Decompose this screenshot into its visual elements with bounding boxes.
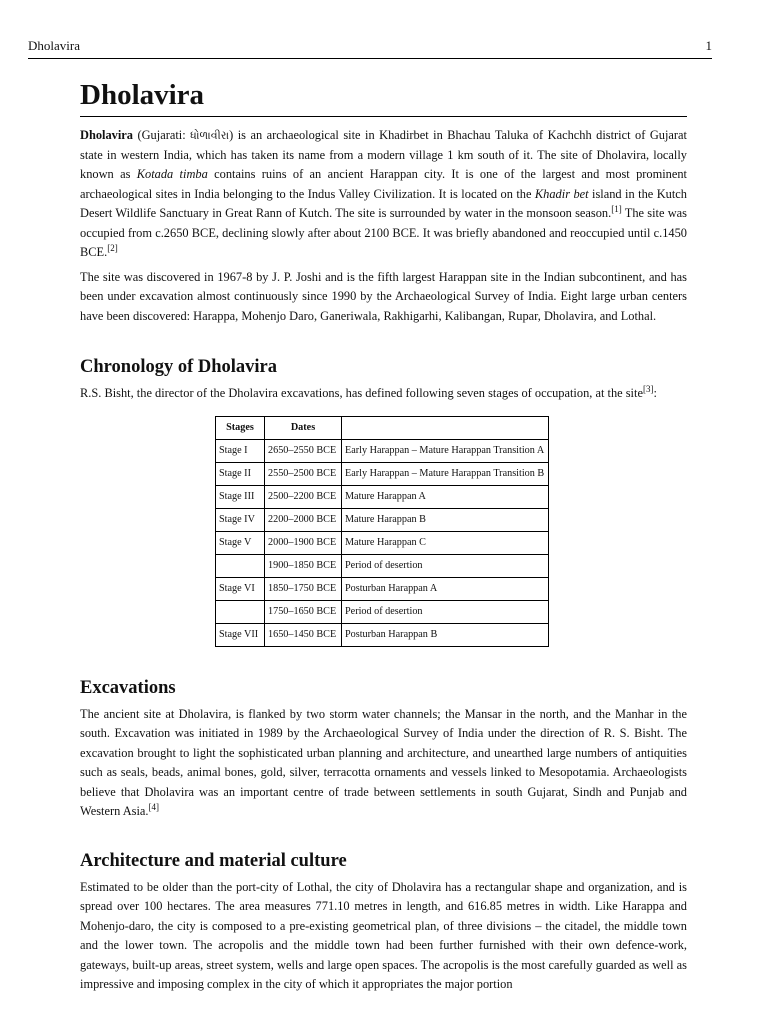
chronology-intro-end: : [653,386,657,400]
column-header-description [342,416,549,439]
citation-link-1[interactable]: [1] [611,203,622,214]
description-cell: Mature Harappan A [342,485,549,508]
table-row [216,508,549,531]
stage-cell: Stage IV [216,508,265,531]
chronology-heading: Chronology of Dholavira [80,357,278,377]
chronology-intro [80,384,687,404]
lead-term: Dholavira [80,128,134,142]
description-cell: Early Harappan – Mature Harappan Transition A [342,439,549,462]
table-row [216,439,549,462]
description-cell: Posturban Harappan A [342,577,549,600]
stage-cell: Stage V [216,531,265,554]
table-row [216,577,549,600]
citation-link-3[interactable]: [3] [642,383,654,394]
description-cell: Period of desertion [342,600,549,623]
description-cell: Period of desertion [342,554,549,577]
intro-text-3: contains ruins of an ancient Harappan city. It is one of the largest and most prominent archaeological sites in India belonging to the Indus Valley Civilization. It is located on the [80,167,688,201]
running-header [28,38,712,59]
dates-cell: 1900–1850 BCE [265,554,342,577]
page-title: Dholavira [80,78,687,117]
dates-cell: 1750–1650 BCE [265,600,342,623]
description-cell: Mature Harappan C [342,531,549,554]
architecture-heading: Architecture and material culture [80,850,347,871]
dates-cell: 2200–2000 BCE [265,508,342,531]
italic-kotada-timba: Kotada timba [136,167,208,181]
stage-cell: Stage VII [216,623,265,646]
excavations-paragraph [80,705,687,822]
table-row [216,462,549,485]
dates-cell: 2550–2500 BCE [265,462,342,485]
column-header-dates: Dates [265,416,342,439]
intro-text-2: ) is an archaeological site in Khadirbet in Bhachau Taluka of Kachchh district of Gujarat state in western India, which has taken its name from a modern village 1 km south of it. The site of Dholavira, locally known as [80,128,687,181]
gujarati-name: ધોળાવીરા [190,129,230,142]
excavations-text: The ancient site at Dholavira, is flanked by two storm water channels; the Mansar in the north, and the Manhar in the south. Excavation was initiated in 1989 by the Archaeological Survey of India under the direction of R. S. Bisht. The excavation brought to light the sophisticated urban planning and architecture, and unearthed large numbers of antiquities such as seals, beads, animal bones, gold, silver, terracotta ornaments and vessels linked to Mesopotamia. Archaeologists believe that Dholavira was an important centre of trade between settlements in south Gujarat, Sindh and Punjab and Western Asia. [80,706,687,818]
italic-khadir-bet: Khadir bet [534,186,589,201]
dates-cell: 2000–1900 BCE [265,531,342,554]
stage-cell: Stage I [216,439,265,462]
dates-cell: 1650–1450 BCE [265,623,342,646]
stage-cell: Stage III [216,485,265,508]
table-header-row [216,416,549,439]
article-body [80,78,687,995]
description-cell: Posturban Harappan B [342,623,549,646]
dates-cell: 2500–2200 BCE [265,485,342,508]
column-header-stages: Stages [216,416,265,439]
intro-text-5: The site was occupied from c.2650 BCE, declining slowly after about 2100 BCE. It was briefly abandoned and reoccupied until c.1450 BCE. [80,206,688,259]
citation-link-4[interactable]: [4] [148,801,160,812]
intro-text-1: (Gujarati: [133,128,191,142]
stage-cell: Stage VI [216,577,265,600]
intro-paragraph [80,126,687,263]
page-number: 1 [705,38,712,53]
citation-link-2[interactable]: [2] [107,242,118,253]
running-title: Dholavira [28,38,80,53]
chronology-table [215,416,549,647]
dates-cell: 1850–1750 BCE [265,577,342,600]
description-cell: Early Harappan – Mature Harappan Transition B [342,462,549,485]
stage-cell [216,554,265,577]
dates-cell: 2650–2550 BCE [265,439,342,462]
stage-cell: Stage II [216,462,265,485]
table-row [216,531,549,554]
table-row [216,600,549,623]
table-row [216,623,549,646]
chronology-intro-text: R.S. Bisht, the director of the Dholavira excavations, has defined following seven stages of occupation, at the site [80,386,643,400]
intro-text-4: island in the Kutch Desert Wildlife Sanctuary in Great Rann of Kutch. The site is surrounded by water in the monsoon season. [80,186,687,220]
table-row [216,485,549,508]
architecture-paragraph: Estimated to be older than the port-city of Lothal, the city of Dholavira has a rectangular shape and organization, and is spread over 100 hectares. The area measures 771.10 metres in length, and 616.85 metres in width. Like Harappa and Mohenjo-daro, the city is composed to a pre-existing geometrical plan, of three divisions – the citadel, the middle town and the lower town. The acropolis and the middle town had been further furnished with their own defence-work, gateways, built-up areas, street system, wells and large open spaces. The acropolis is the most carefully guarded as well as impressive and imposing complex in the city of which it appropriates the major portion [80,879,687,991]
excavations-heading: Excavations [80,677,176,698]
stage-cell [216,600,265,623]
discovery-paragraph: The site was discovered in 1967-8 by J. P. Joshi and is the fifth largest Harappan site in the Indian subcontinent, and has been under excavation almost continuously since 1990 by the Archaeological Survey of India. Eight large urban centers have been discovered: Harappa, Mohenjo Daro, Ganeriwala, Rakhigarhi, Kalibangan, Rupar, Dholavira, and Lothal. [80,269,687,323]
description-cell: Mature Harappan B [342,508,549,531]
table-row [216,554,549,577]
